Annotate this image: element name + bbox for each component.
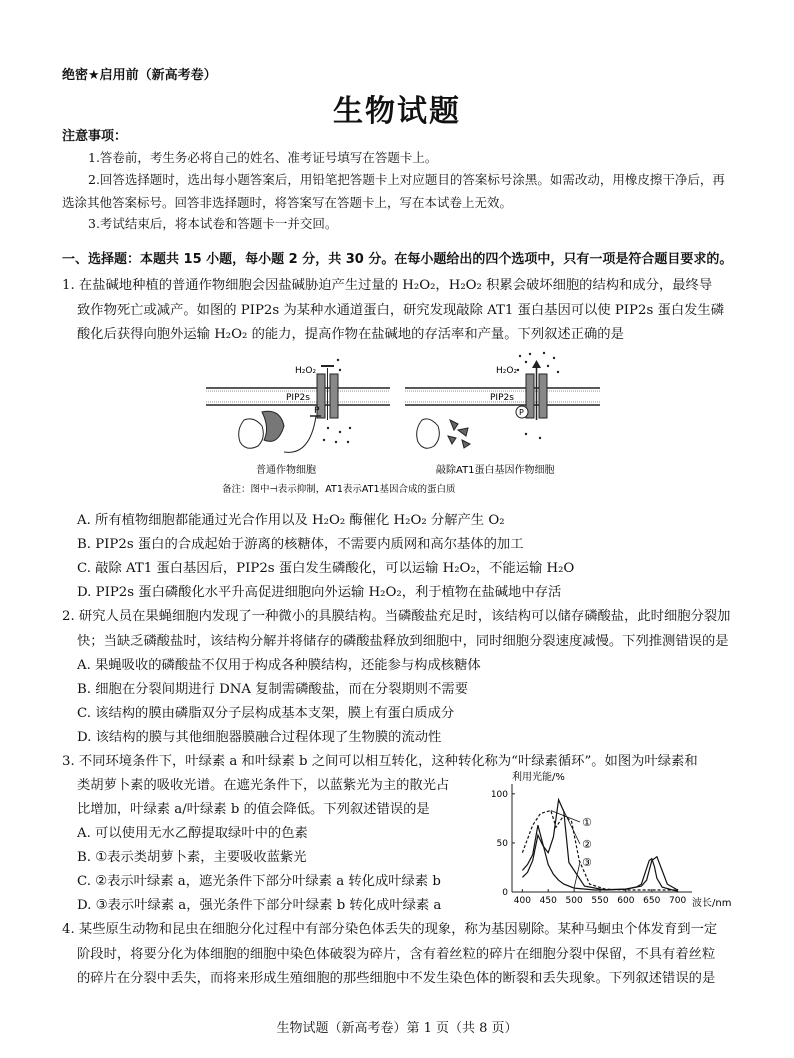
q1-line: 酸化后获得向胞外运输 H₂O₂ 的能力，提高作物在盐碱地的存活率和产量。下列叙述正确的是: [77, 327, 624, 342]
secret-label: 绝密★启用前（新高考卷）: [62, 68, 217, 83]
series-leader-3: [574, 862, 580, 888]
q1-option-c: C. 敲除 AT1 蛋白基因后，PIP2s 蛋白发生磷酸化，可以运输 H₂O₂，不能运输 H₂O: [77, 561, 575, 576]
series-leader-2: [561, 806, 580, 844]
q4-line: 阶段时，将要分化为体细胞的细胞中染色体破裂为碎片，含有着丝粒的碎片在细胞分裂中保留，不具有着丝粒: [77, 947, 716, 962]
notice-heading: 注意事项：: [62, 129, 128, 144]
x-tick-label: 400: [513, 896, 531, 906]
q3-line: 比增加，叶绿素 a/叶绿素 b 的值会降低。下列叙述错误的是: [77, 802, 430, 817]
y-tick-label: 50: [496, 838, 508, 849]
nucleus-left-icon: [239, 419, 264, 448]
figure-note: 备注：图中⊣表示抑制，AT1表示AT1基因合成的蛋白质: [222, 484, 456, 495]
h2o2-label: H₂O₂: [496, 366, 518, 376]
x-tick-label: 500: [565, 896, 583, 906]
page-title: 生物试题: [333, 94, 461, 129]
absorption-spectrum-chart: [478, 766, 740, 914]
q2-line: 快；当缺乏磷酸盐时，该结构分解并将储存的磷酸盐释放到细胞中，同时细胞分裂速度减慢。下列推测错误的是: [77, 634, 729, 649]
q1-option-b: B. PIP2s 蛋白的合成起始于游离的核糖体，不需要内质网和高尔基体的加工: [77, 537, 524, 552]
q2-line: 2. 研究人员在果蝇细胞内发现了一种微小的具膜结构。当磷酸盐充足时，该结构可以储存磷酸盐，此时细胞分裂加: [62, 609, 731, 624]
notice-item: 2.回答选择题时，选出每小题答案后，用铅笔把答题卡上对应题目的答案标号涂黑。如需改动，用橡皮擦干净后，再选涂其他答案标号。回答非选择题时，将答案写在答题卡上，写在本试卷上无效。: [62, 172, 725, 210]
caption-left: 普通作物细胞: [256, 465, 316, 476]
q3-option-b: B. ①表示类胡萝卜素，主要吸收蓝紫光: [77, 850, 307, 865]
pip2s-label: PIP2s: [286, 393, 310, 403]
y-tick-label: 0: [502, 888, 508, 898]
x-tick-label: 450: [539, 896, 557, 906]
section-heading: 一、选择题：本题共 15 小题，每小题 2 分，共 30 分。在每小题给出的四个选项中，只有一项是符合题目要求的。: [62, 252, 733, 267]
pip2s-channel-left: [317, 366, 338, 420]
series-label-3: ③: [582, 856, 592, 869]
q2-option-c: C. 该结构的膜由磷脂双分子层构成基本支架，膜上有蛋白质成分: [77, 706, 455, 721]
pip2s-label: PIP2s: [490, 393, 514, 403]
x-tick-label: 600: [617, 896, 635, 906]
q1-membrane-figure: [200, 350, 610, 502]
caption-right: 敲除AT1蛋白基因作物细胞: [436, 465, 555, 476]
q1-line: 1. 在盐碱地种植的普通作物细胞会因盐碱胁迫产生过量的 H₂O₂，H₂O₂ 积累会破坏细胞的结构和成分，最终导: [62, 278, 713, 293]
y-axis-label: 利用光能/%: [512, 772, 565, 783]
ribosome-fragment-icon: [448, 420, 470, 448]
q3-line: 3. 不同环境条件下，叶绿素 a 和叶绿素 b 之间可以相互转化，这种转化称为“叶绿素循环”。如图为叶绿素和: [62, 754, 698, 769]
series-label-2: ②: [582, 838, 592, 851]
page-footer: 生物试题（新高考卷）第 1 页（共 8 页）: [276, 1021, 518, 1036]
series-label-1: ①: [582, 816, 592, 829]
q2-option-b: B. 细胞在分裂间期进行 DNA 复制需磷酸盐，而在分裂期则不需要: [77, 682, 468, 697]
q3-option-d: D. ③表示叶绿素 a，强光条件下部分叶绿素 b 转化成叶绿素 a: [77, 898, 442, 913]
series-line-2: [522, 800, 677, 891]
x-axis-label: 波长/nm: [692, 898, 732, 909]
q3-option-c: C. ②表示叶绿素 a，遮光条件下部分叶绿素 a 转化成叶绿素 b: [77, 874, 441, 889]
notice-item: 1.答卷前，考生务必将自己的姓名、准考证号填写在答题卡上。: [88, 150, 438, 165]
q3-line: 类胡萝卜素的吸收光谱。在遮光条件下，以蓝紫光为主的散光占: [77, 778, 450, 793]
h2o2-label: H₂O₂: [295, 366, 317, 376]
series-line-3: [522, 825, 677, 890]
q2-option-d: D. 该结构的膜与其他细胞器膜融合过程体现了生物膜的流动性: [77, 730, 442, 745]
x-tick-label: 700: [669, 896, 687, 906]
y-tick-label: 100: [490, 789, 508, 800]
ribosome-left-icon: [262, 411, 284, 441]
x-tick-label: 650: [643, 896, 661, 906]
nucleus-right-icon: [417, 419, 440, 448]
notice-item: 3.考试结束后，将本试卷和答题卡一并交回。: [88, 216, 338, 231]
q1-option-d: D. PIP2s 蛋白磷酸化水平升高促进细胞向外运输 H₂O₂，利于植物在盐碱地中存活: [77, 585, 562, 600]
q4-line: 的碎片在分裂中丢失，而将来形成生殖细胞的那些细胞中不发生染色体的断裂和丢失现象。下列叙述错误的是: [77, 971, 716, 986]
q3-option-a: A. 可以使用无水乙醇提取绿叶中的色素: [77, 826, 308, 841]
q1-line: 致作物死亡或减产。如图的 PIP2s 为某种水通道蛋白，研究发现敲除 AT1 蛋白基因可以使 PIP2s 蛋白发生磷: [77, 303, 725, 318]
inhibit-arrow: [284, 416, 316, 452]
x-tick-label: 550: [591, 896, 609, 906]
p-label: P: [519, 408, 524, 417]
q1-option-a: A. 所有植物细胞都能通过光合作用以及 H₂O₂ 酶催化 H₂O₂ 分解产生 O₂: [77, 513, 505, 528]
q2-option-a: A. 果蝇吸收的磷酸盐不仅用于构成各种膜结构，还能参与构成核糖体: [77, 658, 481, 673]
q4-line: 4. 某些原生动物和昆虫在细胞分化过程中有部分染色体丢失的现象，称为基因剔除。某种马蛔虫个体发育到一定: [62, 922, 718, 937]
p-label: P: [314, 406, 320, 416]
